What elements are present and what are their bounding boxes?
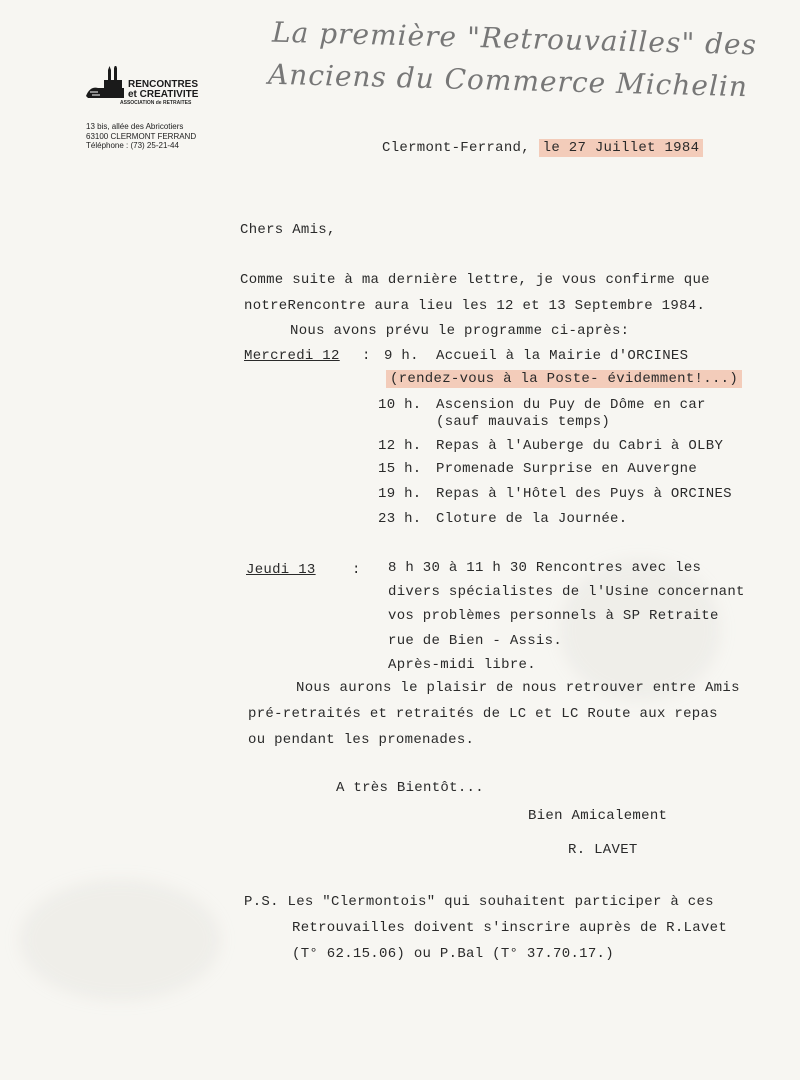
letter-date	[382, 140, 703, 156]
logo-name-line1: RENCONTRES	[128, 79, 199, 90]
intro-line1: Comme suite à ma dernière lettre, je vous confirme que	[240, 272, 710, 288]
signature: R. LAVET	[568, 842, 638, 858]
item-time: 23 h.	[378, 511, 422, 527]
farewell: A très Bientôt...	[336, 780, 484, 796]
ps-line1: P.S. Les "Clermontois" qui souhaitent participer à ces	[244, 894, 714, 910]
letterhead-address	[86, 122, 196, 151]
day2-line: 8 h 30 à 11 h 30 Rencontres avec les	[388, 560, 702, 576]
handwritten-note-line2: Anciens du Commerce Michelin	[267, 57, 749, 104]
paper-smudge	[560, 560, 720, 700]
intro-line2: notreRencontre aura lieu les 12 et 13 Septembre 1984.	[244, 298, 706, 314]
item-time: 19 h.	[378, 486, 422, 502]
day2-line: divers spécialistes de l'Usine concernant	[388, 584, 745, 600]
item-text: Ascension du Puy de Dôme en car	[436, 397, 706, 413]
logo-name-line2: et CREATIVITE	[128, 89, 199, 100]
closing-line1: Nous aurons le plaisir de nous retrouver entre Amis	[296, 680, 740, 696]
item-time: 15 h.	[378, 461, 422, 477]
item-time: 12 h.	[378, 438, 422, 454]
cathedral-hands-icon	[84, 66, 126, 100]
day1-colon: :	[362, 348, 371, 364]
item-text: Cloture de la Journée.	[436, 511, 628, 527]
day1-label: Mercredi 12	[244, 348, 340, 364]
item-text: Promenade Surprise en Auvergne	[436, 461, 698, 477]
day2-colon: :	[352, 562, 361, 578]
day2-label: Jeudi 13	[246, 562, 316, 578]
item-time: 9 h.	[384, 348, 419, 364]
letterhead-logo	[84, 66, 244, 106]
address-line2: 63100 CLERMONT FERRAND	[86, 131, 197, 141]
item-text: Repas à l'Hôtel des Puys à ORCINES	[436, 486, 732, 502]
logo-subtitle: ASSOCIATION de RETRAITES	[120, 100, 192, 106]
day2-line: Après-midi libre.	[388, 657, 536, 673]
item-text: (sauf mauvais temps)	[436, 414, 611, 430]
item-text: (rendez-vous à la Poste- évidemment!...)	[386, 370, 742, 388]
handwritten-note-line1: La première "Retrouvailles" des	[271, 15, 758, 62]
address-line1: 13 bis, allée des Abricotiers	[86, 122, 184, 131]
item-text: Accueil à la Mairie d'ORCINES	[436, 348, 689, 364]
signoff: Bien Amicalement	[528, 808, 668, 824]
ps-line2: Retrouvailles doivent s'inscrire auprès de R.Lavet	[292, 920, 728, 936]
closing-line3: ou pendant les promenades.	[248, 732, 475, 748]
closing-line2: pré-retraités et retraités de LC et LC Route aux repas	[248, 706, 718, 722]
item-time: 10 h.	[378, 397, 422, 413]
day2-line: rue de Bien - Assis.	[388, 633, 563, 649]
item-text: Repas à l'Auberge du Cabri à OLBY	[436, 438, 724, 454]
date-day: le 27 Juillet 1984	[539, 139, 704, 157]
phone-line: Téléphone : (73) 25-21-44	[86, 141, 179, 150]
greeting: Chers Amis,	[240, 222, 336, 238]
day2-line: vos problèmes personnels à SP Retraite	[388, 608, 719, 624]
date-place: Clermont-Ferrand,	[382, 140, 530, 156]
paper-smudge	[20, 880, 220, 1000]
intro-line3: Nous avons prévu le programme ci-après:	[290, 323, 630, 339]
ps-line3: (T° 62.15.06) ou P.Bal (T° 37.70.17.)	[292, 946, 614, 962]
